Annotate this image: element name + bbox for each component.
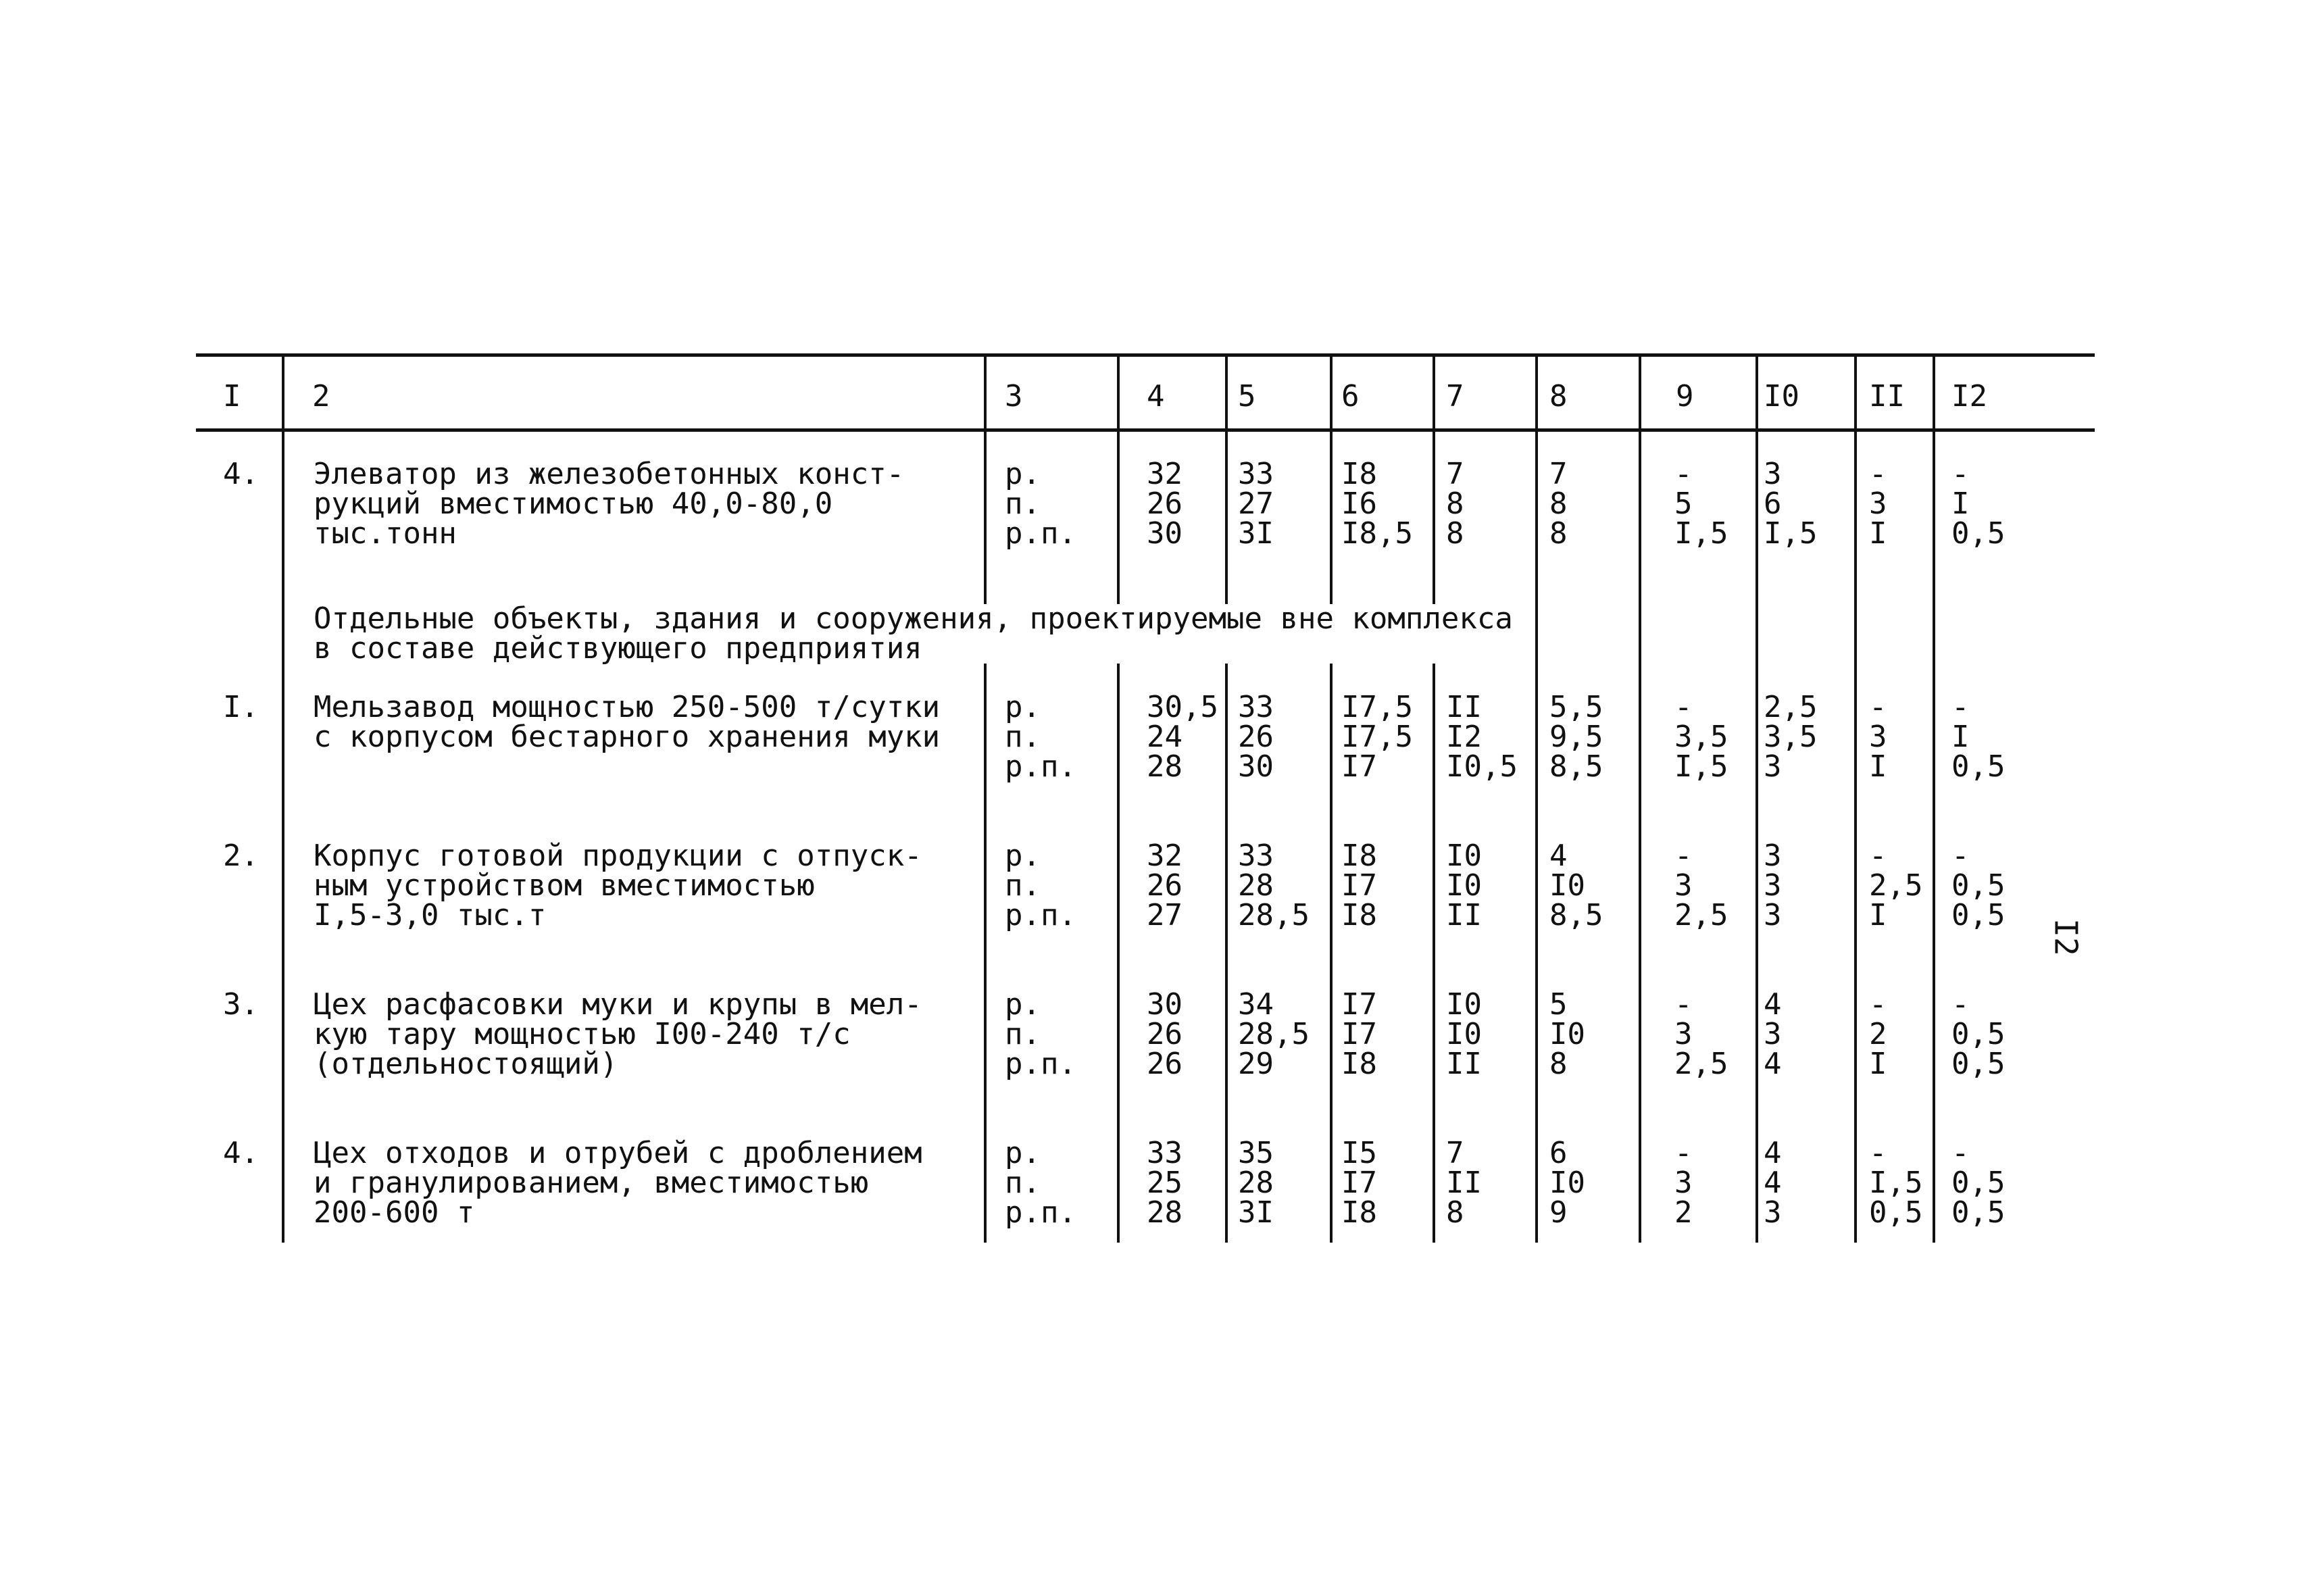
cell-c8: 9 <box>1549 1195 1568 1230</box>
header-col-6: 6 <box>1341 379 1360 414</box>
col-divider-2 <box>984 353 987 1243</box>
section-heading-line-2: в составе действующего предприятия <box>314 631 922 666</box>
header-col-1: I <box>223 379 241 414</box>
cell-c6: I7,5 <box>1341 690 1413 724</box>
cell-c10: 4 <box>1764 1047 1782 1081</box>
cell-c6: I8,5 <box>1341 516 1413 551</box>
cell-c4: 27 <box>1147 898 1183 932</box>
cell-c7: I0 <box>1446 839 1482 873</box>
cell-c6: I8 <box>1341 457 1377 491</box>
cell-c5: 33 <box>1238 839 1274 873</box>
cell-c4: 24 <box>1147 720 1183 754</box>
cell-c8: I0 <box>1549 1166 1585 1200</box>
cell-c8: 5,5 <box>1549 690 1603 724</box>
col-divider-1 <box>282 353 284 1243</box>
col-divider-10 <box>1854 353 1857 1243</box>
cell-c9: - <box>1674 690 1693 724</box>
cell-c10: 3 <box>1764 457 1782 491</box>
cell-c12: 0,5 <box>1951 1166 2006 1200</box>
cell-c3: р.п. <box>1005 1047 1076 1081</box>
cell-c11: 0,5 <box>1869 1195 1923 1230</box>
header-col-7: 7 <box>1446 379 1464 414</box>
cell-desc: рукций вместимостью 40,0-80,0 <box>314 487 833 521</box>
cell-c12: 0,5 <box>1951 516 2006 551</box>
cell-c4: 26 <box>1147 868 1183 903</box>
cell-c12: I <box>1951 720 1970 754</box>
cell-c6: I8 <box>1341 1195 1377 1230</box>
cell-c6: I7 <box>1341 987 1377 1022</box>
cell-c7: I0 <box>1446 868 1482 903</box>
cell-c6: I8 <box>1341 1047 1377 1081</box>
cell-c8: I0 <box>1549 868 1585 903</box>
col-divider-7 <box>1535 353 1538 1243</box>
cell-c5: 26 <box>1238 720 1274 754</box>
cell-desc: кую тару мощностью I00-240 т/с <box>314 1017 851 1051</box>
col-divider-5 <box>1330 353 1333 1243</box>
cell-c9: 3,5 <box>1674 720 1728 754</box>
cell-c10: 2,5 <box>1764 690 1818 724</box>
cell-c11: 2 <box>1869 1017 1887 1051</box>
cell-num: 4. <box>223 1136 259 1170</box>
header-col-5: 5 <box>1238 379 1256 414</box>
cell-c11: I,5 <box>1869 1166 1923 1200</box>
cell-c6: I6 <box>1341 487 1377 521</box>
cell-c8: 9,5 <box>1549 720 1603 754</box>
cell-c12: - <box>1951 690 1970 724</box>
cell-c9: I,5 <box>1674 749 1728 784</box>
cell-c3: р. <box>1005 1136 1041 1170</box>
cell-desc: ным устройством вместимостью <box>314 868 815 903</box>
cell-c8: 6 <box>1549 1136 1568 1170</box>
cell-c9: 3 <box>1674 1166 1693 1200</box>
cell-desc: 200-600 т <box>314 1195 475 1230</box>
cell-c11: - <box>1869 457 1887 491</box>
cell-c12: - <box>1951 987 1970 1022</box>
cell-c9: 2,5 <box>1674 898 1728 932</box>
cell-c10: 3 <box>1764 868 1782 903</box>
cell-c12: 0,5 <box>1951 1195 2006 1230</box>
cell-c11: - <box>1869 987 1887 1022</box>
cell-c3: п. <box>1005 487 1041 521</box>
section-heading <box>314 601 1517 666</box>
cell-c8: 5 <box>1549 987 1568 1022</box>
col-divider-6 <box>1433 353 1435 1243</box>
cell-c4: 25 <box>1147 1166 1183 1200</box>
cell-c3: р.п. <box>1005 898 1076 932</box>
cell-c11: 3 <box>1869 487 1887 521</box>
cell-c5: 28 <box>1238 868 1274 903</box>
cell-c7: 8 <box>1446 487 1464 521</box>
cell-c12: 0,5 <box>1951 749 2006 784</box>
cell-c12: 0,5 <box>1951 1047 2006 1081</box>
cell-c5: 3I <box>1238 516 1274 551</box>
header-col-2: 2 <box>312 379 330 414</box>
cell-c6: I7 <box>1341 868 1377 903</box>
cell-c9: 3 <box>1674 868 1693 903</box>
cell-c10: 4 <box>1764 1166 1782 1200</box>
header-col-4: 4 <box>1147 379 1165 414</box>
cell-c7: 8 <box>1446 1195 1464 1230</box>
cell-c3: п. <box>1005 1166 1041 1200</box>
cell-desc: с корпусом бестарного хранения муки <box>314 720 941 754</box>
header-col-11: II <box>1869 379 1905 414</box>
cell-c10: 4 <box>1764 1136 1782 1170</box>
cell-c10: 3 <box>1764 1195 1782 1230</box>
cell-num: 4. <box>223 457 259 491</box>
cell-c4: 28 <box>1147 749 1183 784</box>
cell-c7: 8 <box>1446 516 1464 551</box>
cell-c9: 3 <box>1674 1017 1693 1051</box>
cell-c4: 30 <box>1147 987 1183 1022</box>
cell-c6: I8 <box>1341 839 1377 873</box>
cell-c8: 4 <box>1549 839 1568 873</box>
header-col-3: 3 <box>1005 379 1023 414</box>
cell-c8: 8,5 <box>1549 749 1603 784</box>
cell-c3: п. <box>1005 720 1041 754</box>
cell-c5: 34 <box>1238 987 1274 1022</box>
cell-c7: II <box>1446 1166 1482 1200</box>
cell-c5: 27 <box>1238 487 1274 521</box>
cell-c12: - <box>1951 839 1970 873</box>
cell-c3: р. <box>1005 987 1041 1022</box>
cell-c10: 6 <box>1764 487 1782 521</box>
cell-c11: - <box>1869 839 1887 873</box>
cell-c12: - <box>1951 1136 1970 1170</box>
cell-c5: 3I <box>1238 1195 1274 1230</box>
cell-desc: Мельзавод мощностью 250-500 т/сутки <box>314 690 941 724</box>
cell-c9: 2 <box>1674 1195 1693 1230</box>
cell-c7: II <box>1446 690 1482 724</box>
cell-c6: I5 <box>1341 1136 1377 1170</box>
section-heading-line-1: Отдельные объекты, здания и сооружения, проектируемые вне комплекса <box>314 601 1513 636</box>
cell-c10: 4 <box>1764 987 1782 1022</box>
cell-c12: 0,5 <box>1951 1017 2006 1051</box>
cell-c4: 26 <box>1147 487 1183 521</box>
cell-c7: I0 <box>1446 987 1482 1022</box>
cell-c11: 3 <box>1869 720 1887 754</box>
cell-c4: 26 <box>1147 1047 1183 1081</box>
header-col-8: 8 <box>1549 379 1568 414</box>
col-divider-8 <box>1639 353 1641 1243</box>
cell-c8: 7 <box>1549 457 1568 491</box>
table-header-rule <box>196 428 2095 432</box>
cell-c4: 30,5 <box>1147 690 1218 724</box>
cell-c4: 28 <box>1147 1195 1183 1230</box>
cell-c7: I2 <box>1446 720 1482 754</box>
cell-c8: 8 <box>1549 1047 1568 1081</box>
cell-c3: п. <box>1005 1017 1041 1051</box>
cell-c5: 28,5 <box>1238 898 1310 932</box>
cell-c5: 30 <box>1238 749 1274 784</box>
cell-c11: 2,5 <box>1869 868 1923 903</box>
cell-desc: и гранулированием, вместимостью <box>314 1166 869 1200</box>
cell-c9: 2,5 <box>1674 1047 1728 1081</box>
cell-c9: - <box>1674 457 1693 491</box>
cell-c4: 32 <box>1147 839 1183 873</box>
cell-c11: - <box>1869 1136 1887 1170</box>
cell-desc: Корпус готовой продукции с отпуск- <box>314 839 922 873</box>
cell-c11: I <box>1869 1047 1887 1081</box>
cell-c12: 0,5 <box>1951 898 2006 932</box>
page-number: I2 <box>2047 918 2085 956</box>
col-divider-3 <box>1117 353 1120 1243</box>
cell-c7: 7 <box>1446 457 1464 491</box>
cell-c5: 29 <box>1238 1047 1274 1081</box>
cell-c7: II <box>1446 1047 1482 1081</box>
cell-c10: 3 <box>1764 898 1782 932</box>
cell-c3: р.п. <box>1005 1195 1076 1230</box>
cell-c9: I,5 <box>1674 516 1728 551</box>
cell-c5: 35 <box>1238 1136 1274 1170</box>
cell-desc: тыс.тонн <box>314 516 457 551</box>
cell-c11: I <box>1869 898 1887 932</box>
cell-num: I. <box>223 690 259 724</box>
cell-c11: I <box>1869 516 1887 551</box>
cell-c10: 3,5 <box>1764 720 1818 754</box>
table-top-rule <box>196 353 2095 357</box>
header-col-10: I0 <box>1764 379 1799 414</box>
cell-c8: 8,5 <box>1549 898 1603 932</box>
cell-c3: р. <box>1005 457 1041 491</box>
cell-c6: I7 <box>1341 1017 1377 1051</box>
cell-desc: Цех отходов и отрубей с дроблением <box>314 1136 922 1170</box>
cell-c5: 28 <box>1238 1166 1274 1200</box>
cell-c8: 8 <box>1549 516 1568 551</box>
cell-c4: 33 <box>1147 1136 1183 1170</box>
cell-c5: 28,5 <box>1238 1017 1310 1051</box>
cell-c6: I7 <box>1341 749 1377 784</box>
cell-desc: Элеватор из железобетонных конст- <box>314 457 905 491</box>
cell-num: 3. <box>223 987 259 1022</box>
cell-c9: - <box>1674 1136 1693 1170</box>
col-divider-9 <box>1756 353 1758 1243</box>
cell-c10: 3 <box>1764 749 1782 784</box>
cell-desc: (отдельностоящий) <box>314 1047 618 1081</box>
cell-c7: II <box>1446 898 1482 932</box>
cell-c7: I0 <box>1446 1017 1482 1051</box>
cell-c3: р.п. <box>1005 516 1076 551</box>
cell-c8: I0 <box>1549 1017 1585 1051</box>
col-divider-4 <box>1225 353 1228 1243</box>
cell-c9: - <box>1674 987 1693 1022</box>
cell-c3: р.п. <box>1005 749 1076 784</box>
cell-c7: I0,5 <box>1446 749 1518 784</box>
header-col-9: 9 <box>1676 379 1694 414</box>
cell-c6: I7 <box>1341 1166 1377 1200</box>
cell-desc: Цех расфасовки муки и крупы в мел- <box>314 987 922 1022</box>
header-col-12: I2 <box>1951 379 1987 414</box>
cell-c4: 26 <box>1147 1017 1183 1051</box>
cell-c5: 33 <box>1238 457 1274 491</box>
cell-num: 2. <box>223 839 259 873</box>
cell-c12: 0,5 <box>1951 868 2006 903</box>
cell-desc: I,5-3,0 тыс.т <box>314 898 547 932</box>
cell-c11: I <box>1869 749 1887 784</box>
cell-c4: 32 <box>1147 457 1183 491</box>
cell-c10: 3 <box>1764 1017 1782 1051</box>
cell-c5: 33 <box>1238 690 1274 724</box>
cell-c9: 5 <box>1674 487 1693 521</box>
cell-c10: I,5 <box>1764 516 1818 551</box>
cell-c6: I8 <box>1341 898 1377 932</box>
cell-c12: - <box>1951 457 1970 491</box>
cell-c7: 7 <box>1446 1136 1464 1170</box>
cell-c12: I <box>1951 487 1970 521</box>
cell-c3: р. <box>1005 690 1041 724</box>
cell-c6: I7,5 <box>1341 720 1413 754</box>
col-divider-11 <box>1933 353 1935 1243</box>
cell-c10: 3 <box>1764 839 1782 873</box>
cell-c9: - <box>1674 839 1693 873</box>
cell-c3: р. <box>1005 839 1041 873</box>
cell-c3: п. <box>1005 868 1041 903</box>
cell-c8: 8 <box>1549 487 1568 521</box>
cell-c11: - <box>1869 690 1887 724</box>
cell-c4: 30 <box>1147 516 1183 551</box>
